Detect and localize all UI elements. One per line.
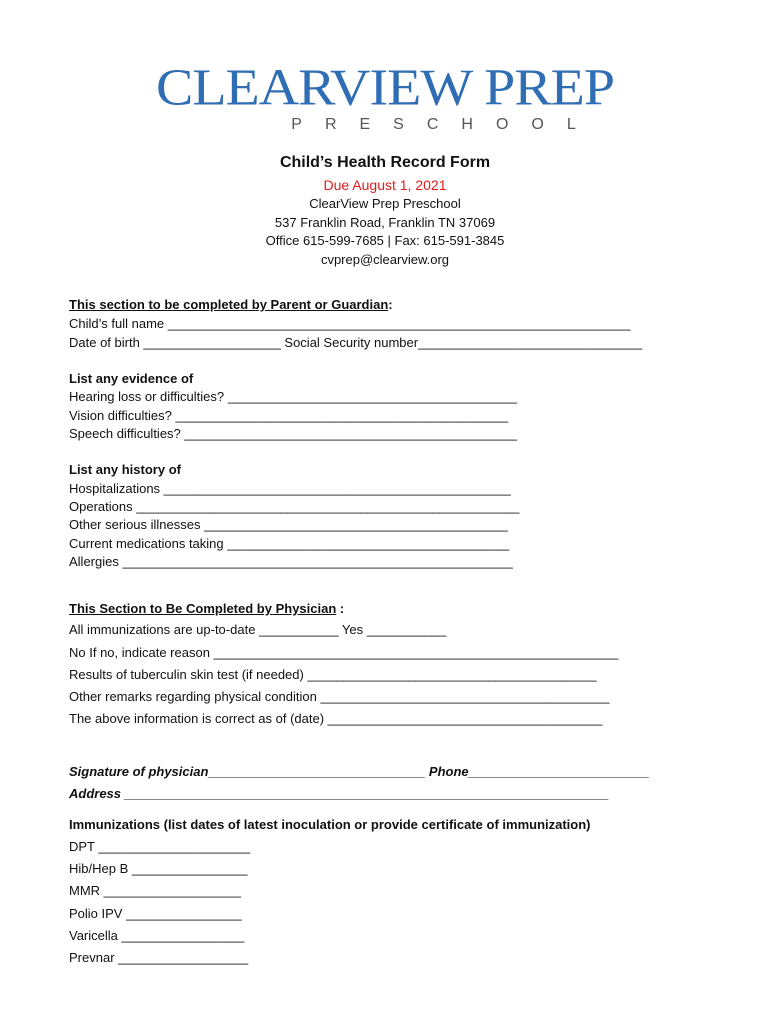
immunizations-heading: Immunizations (list dates of latest inoculation or provide certificate of immunization) bbox=[69, 817, 591, 832]
hospitalizations-field[interactable]: Hospitalizations ________________________________________________ bbox=[69, 481, 511, 496]
school-phone: Office 615-599-7685 | Fax: 615-591-3845 bbox=[265, 233, 505, 248]
immunizations-uptodate-field[interactable]: All immunizations are up-to-date ___________ Yes ___________ bbox=[69, 622, 447, 637]
school-address: 537 Franklin Road, Franklin TN 37069 bbox=[274, 214, 496, 230]
allergies-field[interactable]: Allergies ______________________________________________________ bbox=[69, 554, 513, 569]
school-logo bbox=[0, 60, 770, 134]
prevnar-field[interactable]: Prevnar __________________ bbox=[69, 950, 249, 965]
hib-hepb-field[interactable]: Hib/Hep B ________________ bbox=[69, 861, 248, 876]
evidence-heading: List any evidence of bbox=[69, 371, 194, 386]
physician-address-field[interactable]: Address ___________________________________________________________________ bbox=[69, 786, 610, 801]
mmr-field[interactable]: MMR ___________________ bbox=[69, 883, 242, 898]
speech-field[interactable]: Speech difficulties? ______________________________________________ bbox=[69, 426, 517, 441]
logo-subtitle: PRESCHOOL bbox=[291, 116, 599, 133]
dpt-field[interactable]: DPT _____________________ bbox=[69, 839, 251, 854]
physician-section-heading: This Section to Be Completed by Physician : bbox=[69, 601, 345, 616]
polio-field[interactable]: Polio IPV ________________ bbox=[69, 906, 242, 921]
operations-field[interactable]: Operations _____________________________________________________ bbox=[69, 499, 520, 514]
parent-section-heading: This section to be completed by Parent or Guardian: bbox=[69, 297, 393, 312]
signature-phone-field[interactable]: Signature of physician______________________________ Phone_________________________ bbox=[69, 764, 650, 779]
remarks-field[interactable]: Other remarks regarding physical condition ________________________________________ bbox=[69, 689, 610, 704]
form-header bbox=[0, 152, 770, 269]
school-name: ClearView Prep Preschool bbox=[309, 196, 461, 211]
reason-field[interactable]: No If no, indicate reason ________________________________________________________ bbox=[69, 645, 619, 660]
illnesses-field[interactable]: Other serious illnesses __________________________________________ bbox=[69, 517, 508, 532]
varicella-field[interactable]: Varicella _________________ bbox=[69, 928, 245, 943]
school-email: cvprep@clearview.org bbox=[320, 251, 450, 267]
tuberculin-field[interactable]: Results of tuberculin skin test (if needed) ________________________________________ bbox=[69, 667, 597, 682]
form-title: Child’s Health Record Form bbox=[279, 154, 491, 171]
due-date: Due August 1, 2021 bbox=[323, 177, 447, 193]
logo-wordmark: CLEARVIEW PREP bbox=[155, 59, 615, 117]
child-name-field[interactable]: Child’s full name ________________________________________________________________ bbox=[69, 316, 631, 331]
dob-ssn-field[interactable]: Date of birth ___________________ Social Security number_______________________________ bbox=[69, 335, 643, 350]
hearing-field[interactable]: Hearing loss or difficulties? ________________________________________ bbox=[69, 389, 517, 404]
medications-field[interactable]: Current medications taking _______________________________________ bbox=[69, 536, 510, 551]
vision-field[interactable]: Vision difficulties? ______________________________________________ bbox=[69, 408, 509, 423]
date-correct-field[interactable]: The above information is correct as of (date) ______________________________________ bbox=[69, 711, 603, 726]
history-heading: List any history of bbox=[69, 462, 181, 477]
